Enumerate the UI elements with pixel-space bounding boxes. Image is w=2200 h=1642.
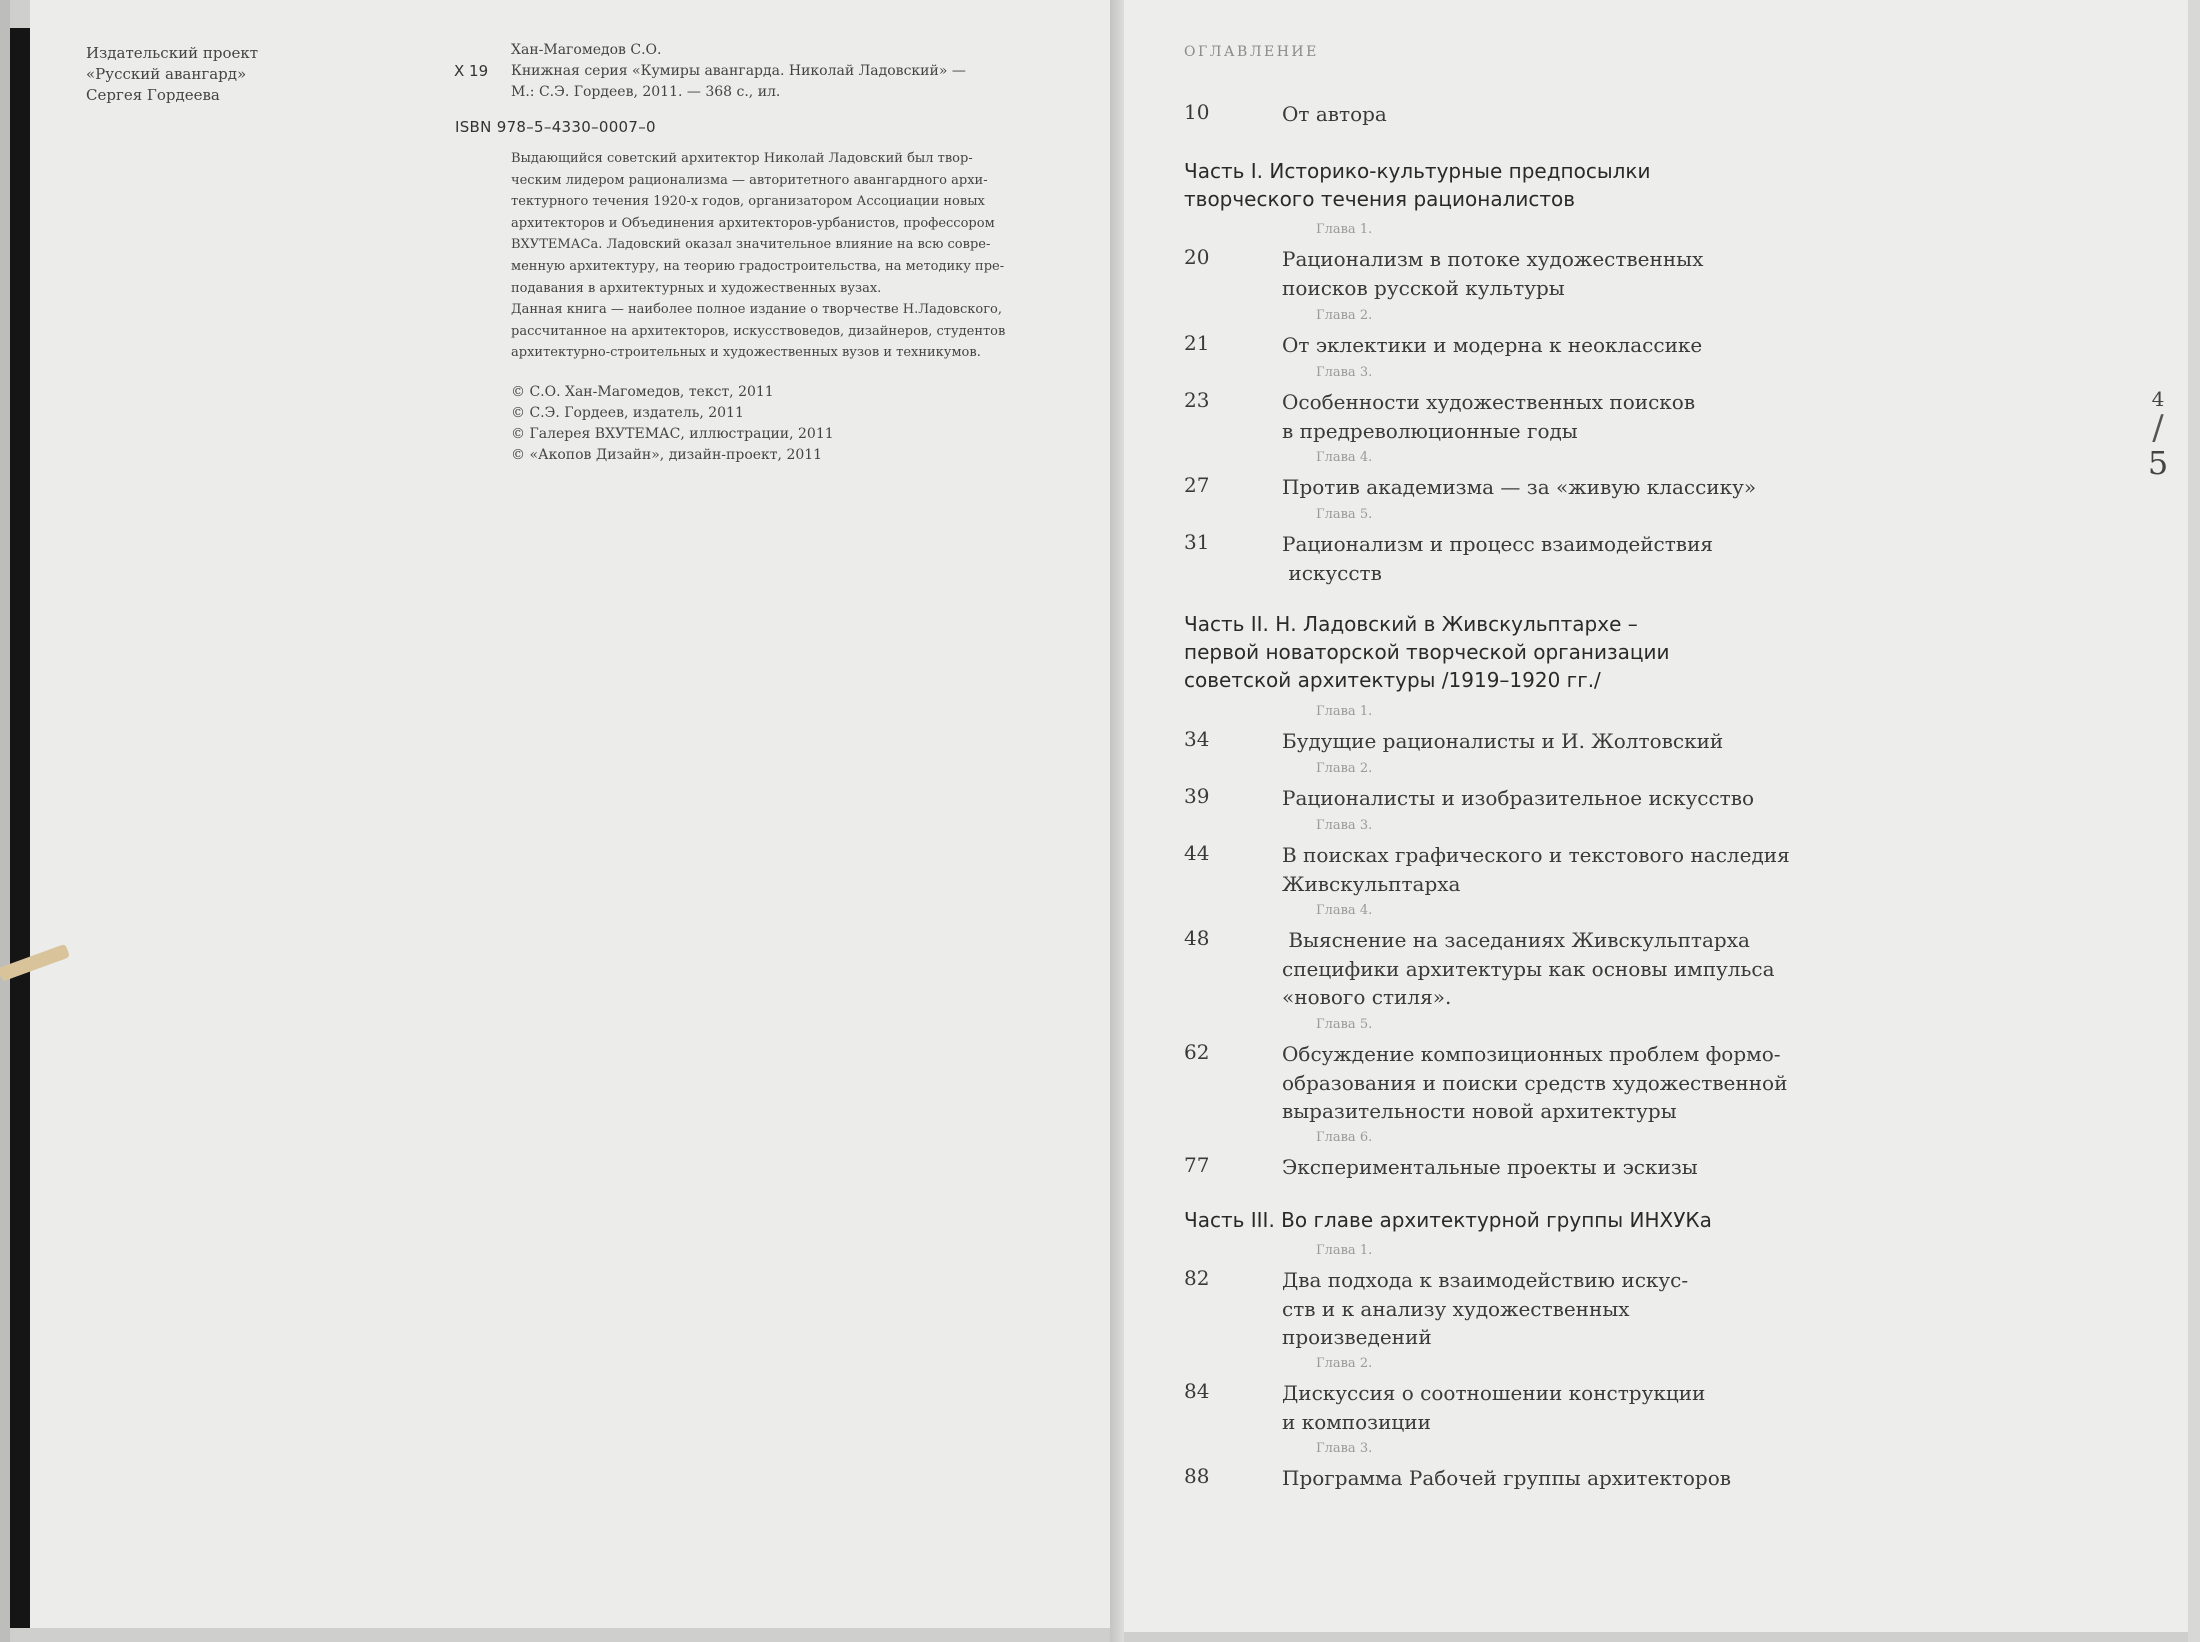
gutter bbox=[1110, 0, 1124, 1642]
part-title: Часть II. Н. Ладовский в Живскульптархе – bbox=[1184, 612, 1638, 636]
chapter-label: Глава 3. bbox=[1316, 818, 1373, 833]
toc-page-number: 23 bbox=[1184, 388, 1210, 412]
toc-entry-title bbox=[1282, 926, 1775, 1012]
toc-page-number: 21 bbox=[1184, 331, 1210, 355]
toc-header: ОГЛАВЛЕНИЕ bbox=[1184, 44, 1319, 60]
chapter-label: Глава 6. bbox=[1316, 1130, 1373, 1145]
binding-edge bbox=[0, 0, 10, 1642]
part-title: творческого течения рационалистов bbox=[1184, 187, 1576, 211]
toc-title-line: Дискуссия о соотношении конструкции bbox=[1282, 1381, 1706, 1405]
toc-entry-title: Рационалисты и изобразительное искусство bbox=[1282, 786, 1755, 810]
annotation-line: архитекторов и Объединения архитекторов-урбанистов, профессором bbox=[511, 215, 995, 231]
imprint-line: «Русский авангард» bbox=[86, 65, 247, 83]
toc-title-line: поисков русской культуры bbox=[1282, 275, 1565, 300]
copyright-line: © Галерея ВХУТЕМАС, иллюстрации, 2011 bbox=[511, 426, 834, 442]
annotation bbox=[511, 148, 1091, 364]
annotation-line: Данная книга — наиболее полное издание о творчестве Н.Ладовского, bbox=[511, 302, 1002, 318]
toc-entry-title: От автора bbox=[1282, 102, 1387, 126]
toc-title-line: Обсуждение композиционных проблем формо- bbox=[1282, 1042, 1781, 1066]
annotation-line: ческим лидером рационализма — авторитетного авангардного архи- bbox=[511, 172, 988, 188]
toc-entry-title: Экспериментальные проекты и эскизы bbox=[1282, 1155, 1698, 1179]
toc-title-line: и композиции bbox=[1282, 1409, 1431, 1434]
toc-title-line: ств и к анализу художественных bbox=[1282, 1296, 1630, 1321]
toc-page-number: 82 bbox=[1184, 1266, 1210, 1290]
toc-entry-title: Будущие рационалисты и И. Жолтовский bbox=[1282, 729, 1724, 753]
toc-page-number: 62 bbox=[1184, 1040, 1210, 1064]
toc-title-line: Выяснение на заседаниях Живскульптарха bbox=[1282, 928, 1750, 952]
imprint-line: Издательский проект bbox=[86, 44, 259, 62]
toc-entry-title bbox=[1282, 1040, 1787, 1126]
part-title: советской архитектуры /1919–1920 гг./ bbox=[1184, 668, 1601, 692]
chapter-label: Глава 5. bbox=[1316, 1017, 1373, 1032]
chapter-label: Глава 1. bbox=[1316, 222, 1373, 237]
publisher-imprint bbox=[86, 43, 258, 106]
toc-page-number: 27 bbox=[1184, 473, 1210, 497]
toc-title-line: искусств bbox=[1282, 560, 1382, 585]
toc-title-line: Два подхода к взаимодействию искус- bbox=[1282, 1268, 1689, 1292]
folio-separator: / bbox=[2152, 408, 2164, 448]
biblio-line: Хан-Магомедов С.О. bbox=[511, 42, 662, 58]
chapter-label: Глава 2. bbox=[1316, 308, 1373, 323]
toc-title-line: Особенности художественных поисков bbox=[1282, 390, 1696, 414]
toc-title-line: образования и поиски средств художественной bbox=[1282, 1070, 1788, 1095]
binding-strip bbox=[10, 28, 30, 1628]
toc-page-number: 44 bbox=[1184, 841, 1210, 865]
biblio-line: Книжная серия «Кумиры авангарда. Николай Ладовский» — bbox=[511, 63, 966, 79]
chapter-label: Глава 2. bbox=[1316, 761, 1373, 776]
toc-entry-title bbox=[1282, 245, 1703, 302]
chapter-label: Глава 4. bbox=[1316, 450, 1373, 465]
copyright-line: © С.О. Хан-Магомедов, текст, 2011 bbox=[511, 384, 774, 400]
toc-entry-title bbox=[1282, 1266, 1688, 1352]
chapter-label: Глава 5. bbox=[1316, 507, 1373, 522]
toc-entry-title bbox=[1282, 1379, 1705, 1436]
folio-left-number: 4 bbox=[2151, 387, 2165, 411]
copyright-line: © С.Э. Гордеев, издатель, 2011 bbox=[511, 405, 744, 421]
page-folio bbox=[2140, 388, 2176, 480]
toc-page-number: 48 bbox=[1184, 926, 1210, 950]
copyright-block bbox=[511, 382, 834, 466]
toc-page-number: 34 bbox=[1184, 727, 1210, 751]
classification-code: Х 19 bbox=[454, 62, 489, 80]
toc-title-line: произведений bbox=[1282, 1325, 1432, 1349]
annotation-line: архитектурно-строительных и художественных вузов и техникумов. bbox=[511, 345, 981, 361]
toc-page-number: 84 bbox=[1184, 1379, 1210, 1403]
part-title: Часть I. Историко-культурные предпосылки bbox=[1184, 159, 1651, 183]
toc-entry-title: От эклектики и модерна к неоклассике bbox=[1282, 333, 1703, 357]
toc-entry-title: Программа Рабочей группы архитекторов bbox=[1282, 1466, 1732, 1490]
page-edge bbox=[2188, 0, 2200, 1642]
toc-title-line: специфики архитектуры как основы импульса bbox=[1282, 956, 1775, 981]
toc-entry-title bbox=[1282, 388, 1695, 445]
toc-title-line: выразительности новой архитектуры bbox=[1282, 1099, 1677, 1123]
toc-page-number: 20 bbox=[1184, 245, 1210, 269]
toc-title-line: Рационализм в потоке художественных bbox=[1282, 247, 1704, 271]
toc-page-number: 31 bbox=[1184, 530, 1210, 554]
bibliographic-record bbox=[511, 40, 966, 103]
toc-page-number: 88 bbox=[1184, 1464, 1210, 1488]
annotation-line: рассчитанное на архитекторов, искусствоведов, дизайнеров, студентов bbox=[511, 323, 1006, 339]
chapter-label: Глава 2. bbox=[1316, 1356, 1373, 1371]
folio-right-number: 5 bbox=[2147, 444, 2169, 482]
chapter-label: Глава 1. bbox=[1316, 1243, 1373, 1258]
annotation-line: подавания в архитектурных и художественных вузах. bbox=[511, 280, 882, 296]
toc-page-number: 39 bbox=[1184, 784, 1210, 808]
part-title: первой новаторской творческой организации bbox=[1184, 640, 1670, 664]
annotation-line: Выдающийся советский архитектор Николай Ладовский был твор- bbox=[511, 151, 973, 166]
toc-title-line: Рационализм и процесс взаимодействия bbox=[1282, 532, 1714, 556]
annotation-line: тектурного течения 1920-х годов, организатором Ассоциации новых bbox=[511, 194, 985, 210]
biblio-line: М.: С.Э. Гордеев, 2011. — 368 с., ил. bbox=[511, 84, 781, 100]
chapter-label: Глава 1. bbox=[1316, 704, 1373, 719]
chapter-label: Глава 3. bbox=[1316, 1441, 1373, 1456]
annotation-line: менную архитектуру, на теорию градостроительства, на методику пре- bbox=[511, 258, 1005, 274]
chapter-label: Глава 4. bbox=[1316, 903, 1373, 918]
toc-title-line: «нового стиля». bbox=[1282, 985, 1452, 1009]
chapter-label: Глава 3. bbox=[1316, 365, 1373, 380]
annotation-line: ВХУТЕМАСа. Ладовский оказал значительное влияние на всю совре- bbox=[511, 237, 991, 253]
toc-entry-title bbox=[1282, 841, 1790, 898]
copyright-line: © «Акопов Дизайн», дизайн-проект, 2011 bbox=[511, 447, 823, 463]
toc-entry-title: Против академизма — за «живую классику» bbox=[1282, 475, 1757, 499]
toc-title-line: Живскульптарха bbox=[1282, 871, 1461, 896]
toc-entry-title bbox=[1282, 530, 1713, 587]
toc-title-line: в предреволюционные годы bbox=[1282, 418, 1578, 443]
toc-page-number: 10 bbox=[1184, 100, 1210, 124]
part-title: Часть III. Во главе архитектурной группы ИНХУКа bbox=[1184, 1208, 1712, 1232]
toc-title-line: В поисках графического и текстового наследия bbox=[1282, 843, 1790, 867]
toc-page-number: 77 bbox=[1184, 1153, 1210, 1177]
imprint-line: Сергея Гордеева bbox=[86, 86, 220, 104]
isbn: ISBN 978–5–4330–0007–0 bbox=[455, 118, 656, 136]
